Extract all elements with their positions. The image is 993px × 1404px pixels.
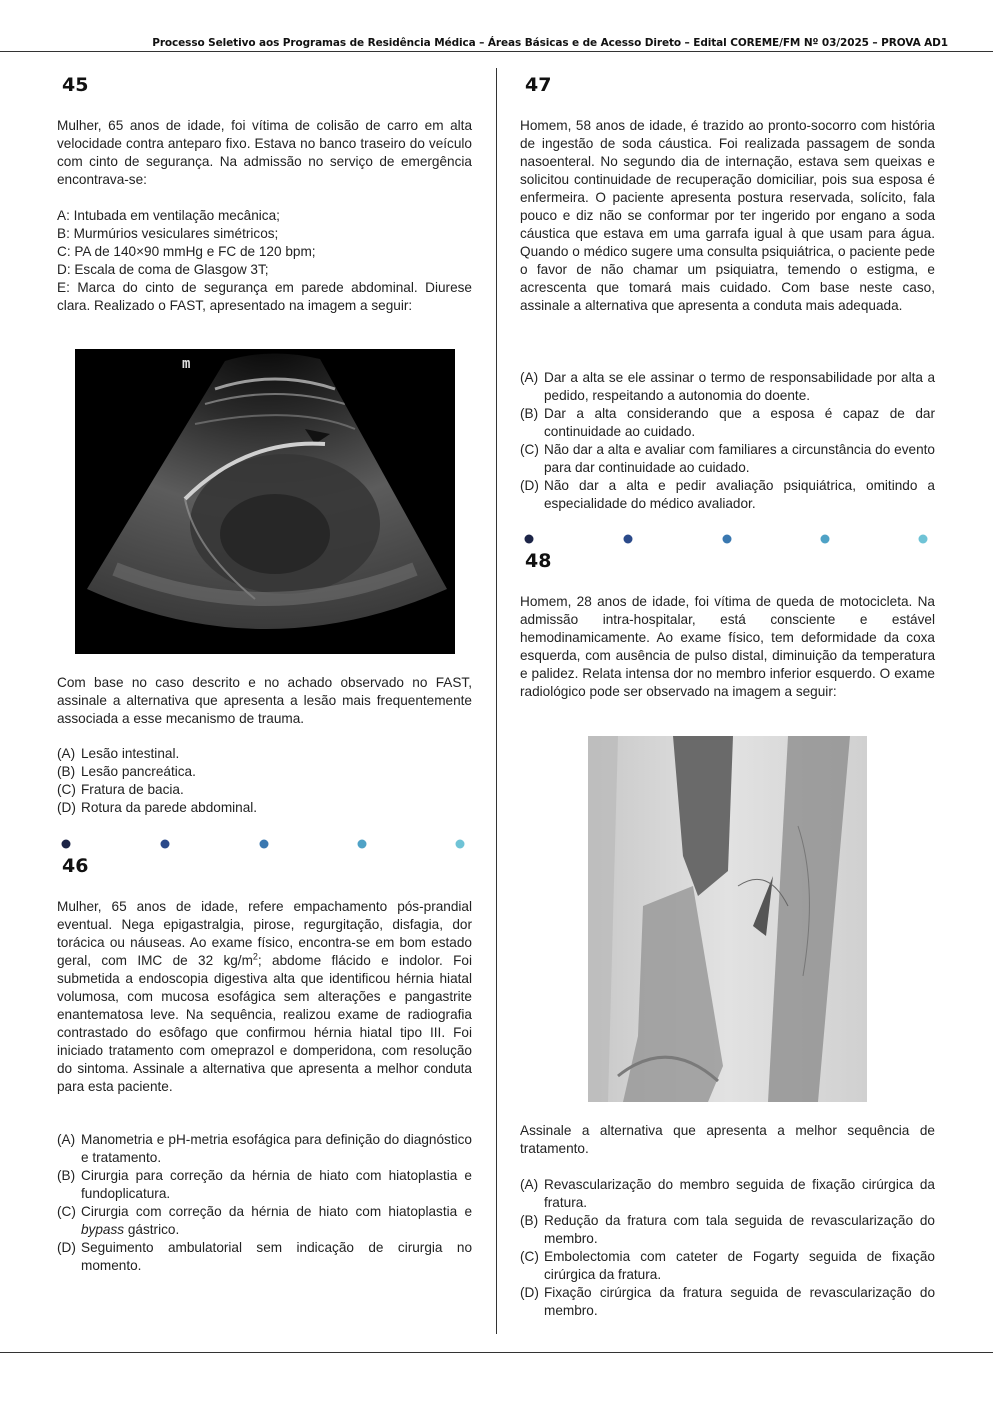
option-46-a[interactable]: (A) Manometria e pH-metria esofágica para definição do diagnóstico e tratamento. [57,1132,472,1165]
option-47-d[interactable]: (D) Não dar a alta e pedir avaliação psiquiátrica, omitindo a especialidade do médico avaliador. [520,478,935,511]
option-48-a[interactable]: (A) Revascularização do membro seguida de fixação cirúrgica da fratura. [520,1177,935,1210]
xray-graphic [588,736,867,1102]
question-47-number: 47 [525,74,552,96]
option-48-d[interactable]: (D) Fixação cirúrgica da fratura seguida de revascularização do membro. [520,1285,935,1318]
section-divider [60,837,470,851]
header-rule [0,51,993,52]
option-45-b[interactable]: (B) Lesão pancreática. [57,764,196,779]
option-48-b[interactable]: (B) Redução da fratura com tala seguida de revascularização do membro. [520,1213,935,1246]
option-45-a[interactable]: (A) Lesão intestinal. [57,746,180,761]
question-45-options [57,745,472,817]
finding-item: A: Intubada em ventilação mecânica; [57,208,280,223]
option-46-d[interactable]: (D) Seguimento ambulatorial sem indicação de cirurgia no momento. [57,1240,472,1273]
question-45-stem: Mulher, 65 anos de idade, foi vítima de colisão de carro em alta velocidade contra anteparo fixo. Estava no banco traseiro do veículo com cinto de segurança. Na admissão no serviço de emergência encontrava-se: [57,118,472,187]
question-47-options [520,369,935,513]
option-46-b[interactable]: (B) Cirurgia para correção da hérnia de hiato com hiatoplastia e fundoplicatura. [57,1168,472,1201]
option-45-c[interactable]: (C) Fratura de bacia. [57,782,184,797]
option-46-c[interactable]: (C) Cirurgia com correção da hérnia de hiato com hiatoplastia e bypass gástrico. [57,1204,472,1237]
column-divider [496,68,497,1334]
question-48-number: 48 [525,550,552,572]
question-47-stem: Homem, 58 anos de idade, é trazido ao pronto-socorro com história de ingestão de soda cáustica. Foi realizada passagem de sonda nasoenteral. No segundo dia de internação, estava sem queixas e solicitou continuidade de recuperação domiciliar, pois sua esposa é enfermeira. O paciente apresenta postura reservada, solícito, fala pouco e diz não se conformar por ter ingerido por engano a soda cáustica que estava em uma garrafa igual à que usam para água. Quando o médico sugere uma consulta psiquiátrica, o paciente pede o favor de não chamar um psiquiatra, temendo o estigma, e acrescenta que tomará mais cuidado. Com base neste caso, assinale a alternativa que apresenta a conduta mais adequada. [520,118,935,313]
finding-item: D: Escala de coma de Glasgow 3T; [57,262,269,277]
finding-item: B: Murmúrios vesiculares simétricos; [57,226,279,241]
question-48-options [520,1176,935,1320]
question-46-options [57,1131,472,1275]
finding-item: C: PA de 140×90 mmHg e FC de 120 bpm; [57,244,316,259]
option-47-b[interactable]: (B) Dar a alta considerando que a esposa é capaz de dar continuidade ao cuidado. [520,406,935,439]
option-47-a[interactable]: (A) Dar a alta se ele assinar o termo de responsabilidade por alta a pedido, respeitando a autonomia do doente. [520,370,935,403]
fast-ultrasound-image [75,349,455,654]
section-divider [523,532,933,546]
question-46-number: 46 [62,855,89,877]
option-48-c[interactable]: (C) Embolectomia com cateter de Fogarty seguida de fixação cirúrgica da fratura. [520,1249,935,1282]
footer-rule [0,1352,993,1353]
header-title: Processo Seletivo aos Programas de Residência Médica – Áreas Básicas e de Acesso Direto – Edital COREME/FM Nº 03/2025 – PROVA AD1 [152,37,948,49]
question-45-question: Com base no caso descrito e no achado observado no FAST, assinale a alternativa que apresenta a lesão mais frequentemente associada a esse mecanismo de trauma. [57,675,472,726]
ultrasound-graphic [75,349,455,654]
question-45-number: 45 [62,74,89,96]
question-48-stem: Homem, 28 anos de idade, foi vítima de queda de motocicleta. Na admissão intra-hospitalar, está consciente e estável hemodinamicamente. Ao exame físico, tem deformidade da coxa esquerda, com ausência de pulso distal, diminuição da temperatura e palidez. Relata intensa dor no membro inferior esquerdo. O exame radiológico pode ser observado na imagem a seguir: [520,594,935,699]
finding-item: E: Marca do cinto de segurança em parede abdominal. Diurese clara. Realizado o FAST, apresentado na imagem a seguir: [57,280,472,313]
question-45-findings [57,207,472,315]
question-48-question: Assinale a alternativa que apresenta a melhor sequência de tratamento. [520,1123,935,1156]
femur-xray-image [588,736,867,1102]
question-46-stem: Mulher, 65 anos de idade, refere empachamento pós-prandial eventual. Nega epigastralgia, pirose, regurgitação, disfagia, dor torácica ou náuseas. Ao exame físico, encontra-se em bom estado geral, com IMC de 32 $kg/m^2$; abdome flácido e indolor. Foi submetida a endoscopia digestiva alta que identificou hérnia hiatal volumosa, com mucosa esofágica sem alterações e pangastrite enantematosa leve. Na sequência, realizou exame de radiografia contrastado do esôfago que confirmou hérnia hiatal tipo III. Foi iniciado tratamento com omeprazol e domperidona, com resolução do sintoma. Assinale a alternativa que apresenta a melhor conduta para esta paciente. [57,899,472,1094]
ultrasound-marker: m [182,356,191,372]
option-47-c[interactable]: (C) Não dar a alta e avaliar com familiares a circunstância do evento para dar continuidade ao cuidado. [520,442,935,475]
option-45-d[interactable]: (D) Rotura da parede abdominal. [57,800,258,815]
